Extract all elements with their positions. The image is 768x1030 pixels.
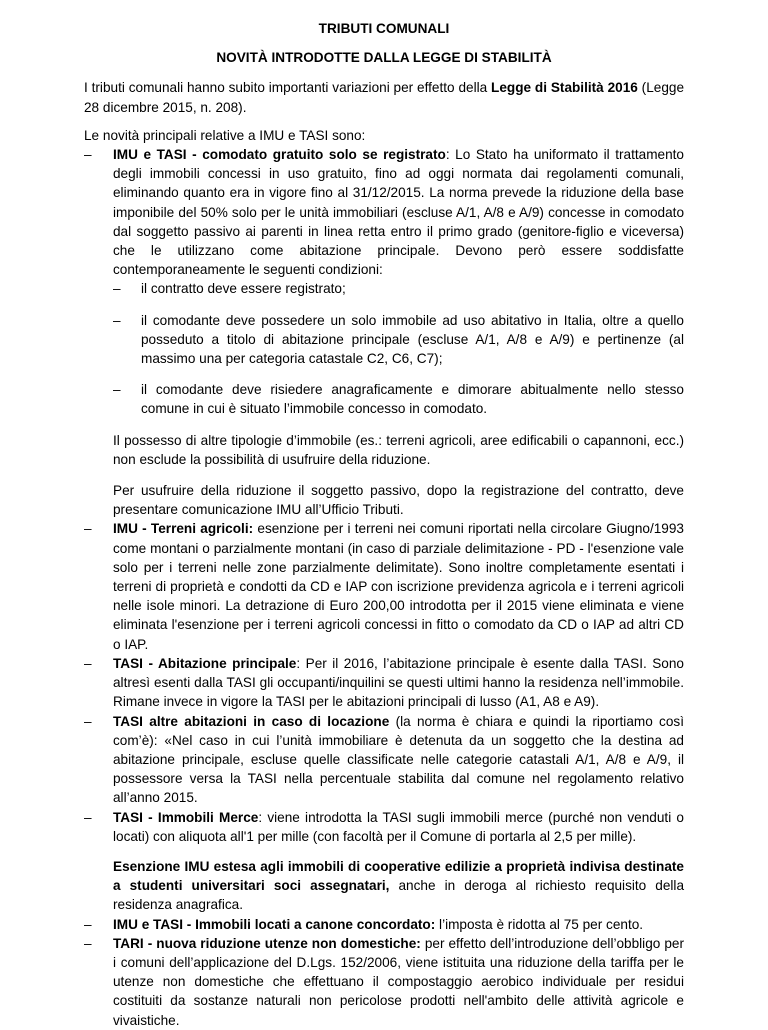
item-heading: TARI - nuova riduzione utenze non domestiche: <box>113 935 421 951</box>
esenzione-paragraph <box>84 857 684 915</box>
item-heading: IMU e TASI - comodato gratuito solo se registrato <box>113 147 446 163</box>
list-item <box>84 915 684 934</box>
item-heading: TASI - Abitazione principale <box>113 655 297 671</box>
item-heading: TASI altre abitazioni in caso di locazione <box>113 713 390 729</box>
intro-paragraph <box>84 78 684 116</box>
condition-item: – il comodante deve possedere un solo immobile ad uso abitativo in Italia, oltre a quello posseduto a titolo di abitazione principale (escluse A/1, A/8 e A/9) e pertinenze (al massimo una per categoria catastale C2, C6, C7); <box>113 311 684 369</box>
item-text: esenzione per i terreni nei comuni riportati nella circolare Giugno/1993 come montani o parzialmente montani (in caso di parziale delimitazione - PD - l'esenzione vale solo per i terreni nelle zone parzialmente delimitate). Sono inoltre completamente esentati i terreni di proprietà e condotti da CD e IAP con iscrizione previdenza agricola e i terreni agricoli nelle isole minori. La detrazione di Euro 200,00 introdotta per il 2015 viene eliminata e viene eliminata l'esenzione per i terreni agricoli concessi in fitto o comodato da CD o IAP ad altri CD o IAP. <box>113 521 684 652</box>
item-text: per effetto dell’introduzione dell’obbligo per i comuni dell’applicazione del D.Lgs. 152/2006, viene istituita una riduzione della tariffa per le utenze non domestiche che effettuano il compostaggio aerobico individuale per residui costituiti da sostanze naturali non pericolose prodotti nell'ambito delle attività agricole e vivaistiche. <box>113 935 684 1028</box>
list-item <box>84 654 684 712</box>
conditions-list <box>113 279 684 418</box>
esenzione-text: anche in deroga al richiesto requisito della residenza anagrafica. <box>113 878 685 913</box>
list-item <box>84 934 684 1030</box>
condition-item: – il contratto deve essere registrato; <box>113 279 684 298</box>
item-text: : Lo Stato ha uniformato il trattamento degli immobili concessi in uso gratuito, fino ad oggi normata dai regolamenti comunali, eliminando quanto era in vigore fino al 31/12/2015. La norma prevede la riduzione della base imponibile del 50% solo per le unità immobiliari (escluse A/1, A/8 e A/9) concesse in comodato dal soggetto passivo ai parenti in linea retta entro il primo grado (genitore-figlio e viceversa) che le utilizzano come abitazione principale. Devono però essere soddisfatte contemporaneamente le seguenti condizioni: <box>113 147 684 278</box>
comodato-note: Per usufruire della riduzione il soggetto passivo, dopo la registrazione del contratto, deve presentare comunicazione IMU all’Ufficio Tributi. <box>113 483 684 518</box>
intro-law: Legge di Stabilità 2016 <box>491 80 638 96</box>
item-text: : Per il 2016, l’abitazione principale è esente dalla TASI. Sono altresì esenti dalla TASI gli occupanti/inquilini se questi ultimi hanno la residenza nell’immobile. Rimane invece in vigore la TASI per le abitazioni principali di lusso (A1, A8 e A9). <box>113 655 684 710</box>
page-title: TRIBUTI COMUNALI <box>318 21 450 36</box>
list-item <box>84 712 684 808</box>
item-heading: TASI - Immobili Merce <box>113 809 259 825</box>
item-text: (la norma è chiara e quindi la riportiamo così com’è): «Nel caso in cui l’unità immobiliare è detenuta da un soggetto che la destina ad abitazione principale, escluse quelle classificate nelle categorie catastali A/1, A/8 e A/9, il possessore versa la TASI nella percentuale stabilita dal comune nel regolamento relativo all’anno 2015. <box>113 713 684 806</box>
main-list <box>84 145 684 519</box>
list-item <box>84 808 684 846</box>
item-heading: IMU - Terreni agricoli: <box>113 521 254 537</box>
intro-law-ref: (Legge 28 dicembre 2015, n. 208). <box>84 80 685 115</box>
comodato-note: Il possesso di altre tipologie d’immobile (es.: terreni agricoli, aree edificabili o capannoni, ecc.) non esclude la possibilità di usufruire della riduzione. <box>113 432 684 467</box>
esenzione-heading: Esenzione IMU estesa agli immobili di cooperative edilizie a proprietà indivisa destinate a studenti universitari soci assegnatari, <box>113 858 684 894</box>
condition-item: – il comodante deve risiedere anagraficamente e dimorare abitualmente nello stesso comune in cui è situato l’immobile concesso in comodato. <box>113 380 684 418</box>
page-subtitle: NOVITÀ INTRODOTTE DALLA LEGGE DI STABILITÀ <box>216 50 552 66</box>
list-item-comodato <box>84 145 684 519</box>
intro-lead: Le novità principali relative a IMU e TASI sono: <box>84 127 366 143</box>
intro-text: I tributi comunali hanno subito importanti variazioni per effetto della <box>84 80 492 96</box>
item-text: : viene introdotta la TASI sugli immobili merce (purché non venduti o locati) con aliquota all'1 per mille (con facoltà per il Comune di portarla al 2,5 per mille). <box>113 809 684 844</box>
item-heading: IMU e TASI - Immobili locati a canone concordato: <box>113 916 436 932</box>
item-text: l’imposta è ridotta al 75 per cento. <box>435 916 644 932</box>
main-list <box>84 519 684 845</box>
main-list <box>84 915 684 1030</box>
list-item <box>84 519 684 653</box>
